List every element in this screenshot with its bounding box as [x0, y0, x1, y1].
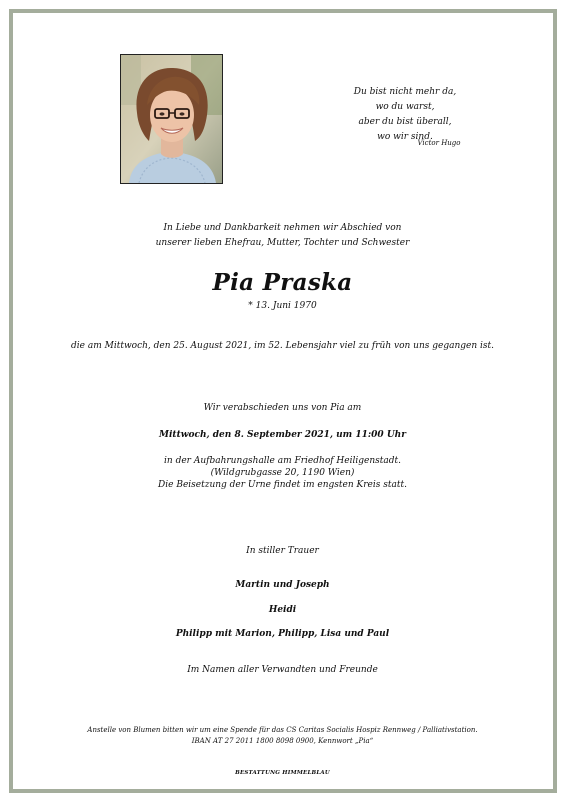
quote-line: aber du bist überall,	[358, 117, 452, 127]
deceased-name: Pia Praska	[212, 269, 353, 296]
donation-iban: IBAN AT 27 2011 1800 8098 0900, Kennwort „Pia“	[191, 737, 374, 745]
farewell-text: Wir verabschieden uns von Pia am	[203, 403, 362, 413]
intro-line: In Liebe und Dankbarkeit nehmen wir Abschied von	[163, 223, 402, 233]
location-line: Die Beisetzung der Urne findet im engsten Kreis statt.	[158, 480, 407, 490]
donation-line: Anstelle von Blumen bitten wir um eine Spende für das CS Caritas Socialis Hospiz Rennweg / Palliativstation.	[87, 726, 478, 734]
death-notice: die am Mittwoch, den 25. August 2021, im 52. Lebensjahr viel zu früh von uns gegangen ist.	[71, 341, 494, 351]
quote-line: Du bist nicht mehr da,	[353, 87, 457, 97]
location-line: in der Aufbahrungshalle am Friedhof Heiligenstadt.	[164, 456, 401, 466]
family-line: Martin und Joseph	[235, 580, 330, 590]
poem-quote	[330, 85, 480, 145]
undertaker-name: BESTATTUNG HIMMELBLAU	[235, 770, 330, 776]
quote-line: wo du warst,	[375, 102, 435, 112]
birth-date: * 13. Juni 1970	[248, 301, 317, 311]
quote-author: Victor Hugo	[417, 139, 461, 147]
family-line: Philipp mit Marion, Philipp, Lisa und Paul	[175, 629, 390, 639]
family-line: Heidi	[268, 605, 297, 615]
intro-text	[0, 221, 565, 251]
mourning-heading: In stiller Trauer	[246, 546, 319, 556]
donation-notice	[0, 725, 565, 747]
intro-line: unserer lieben Ehefrau, Mutter, Tochter und Schwester	[155, 238, 410, 248]
relatives-line: Im Namen aller Verwandten und Freunde	[187, 665, 378, 675]
portrait-photo	[120, 54, 223, 184]
ceremony-location	[0, 455, 565, 491]
location-line: (Wildgrubgasse 20, 1190 Wien)	[210, 468, 355, 478]
quote-line: wo wir sind.	[377, 132, 433, 142]
ceremony-date: Mittwoch, den 8. September 2021, um 11:00 Uhr	[159, 430, 406, 440]
